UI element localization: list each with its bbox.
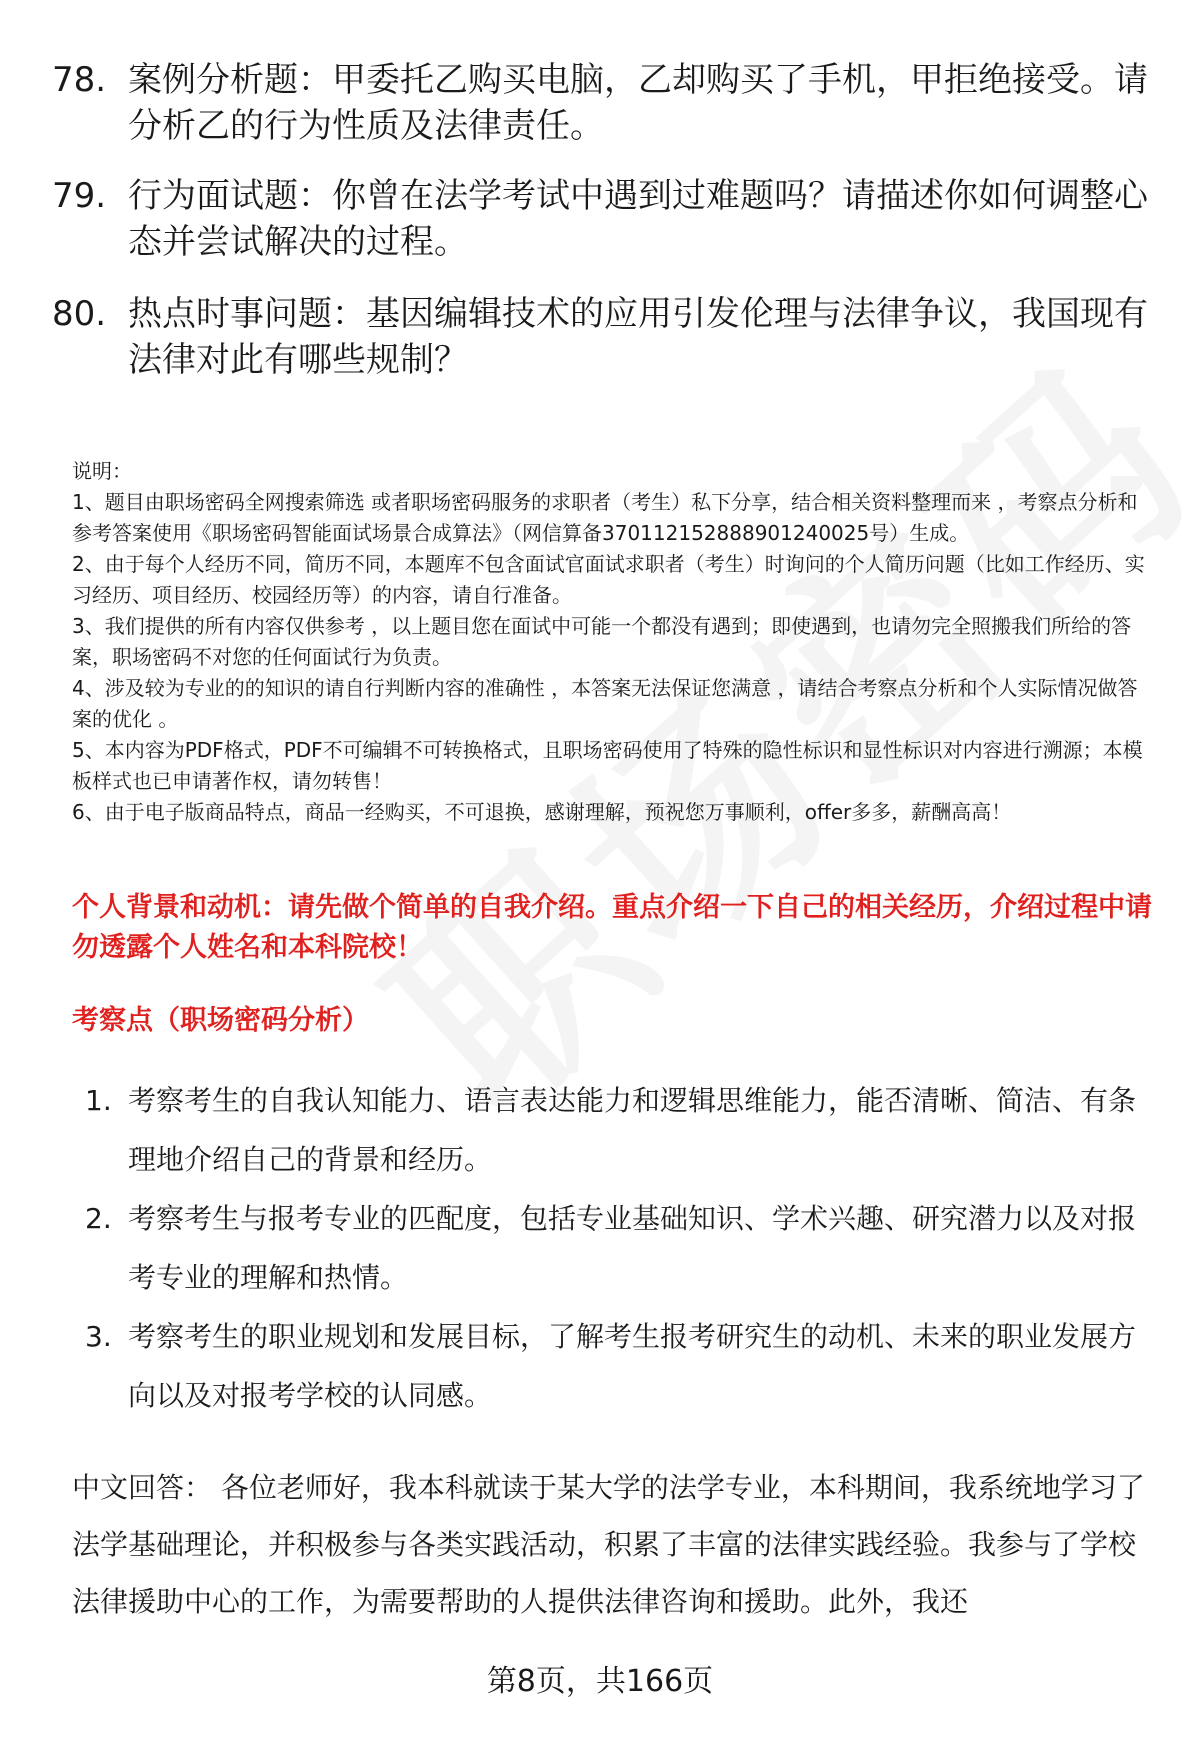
notes-block [72, 456, 1157, 828]
question-number: 80. [52, 294, 107, 334]
question-78 [52, 57, 1152, 149]
page-footer: 第8页，共166页 [486, 1664, 714, 1699]
note-item: 2、由于每个人经历不同，简历不同，本题库不包含面试官面试求职者（考生）时询问的个人简历问题（比如工作经历、实习经历、项目经历、校园经历等）的内容，请自行准备。 [72, 552, 1145, 607]
assessment-list [80, 1071, 1155, 1425]
note-item: 3、我们提供的所有内容仅供参考 ，以上题目您在面试中可能一个都没有遇到；即使遇到，也请勿完全照搬我们所给的答案，职场密码不对您的任何面试行为负责。 [72, 614, 1132, 669]
question-text: 热点时事问题：基因编辑技术的应用引发伦理与法律争议，我国现有法律对此有哪些规制？ [128, 294, 1148, 380]
list-item-number: 3. [85, 1320, 112, 1353]
answer-text: 中文回答： 各位老师好，我本科就读于某大学的法学专业，本科期间，我系统地学习了法学基础理论，并积极参与各类实践活动，积累了丰富的法律实践经验。我参与了学校法律援助中心的工作，为需要帮助的人提供法律咨询和援助。此外，我还 [72, 1471, 1145, 1618]
list-item-text: 考察考生的职业规划和发展目标，了解考生报考研究生的动机、未来的职业发展方向以及对报考学校的认同感。 [128, 1320, 1137, 1412]
question-text: 行为面试题：你曾在法学考试中遇到过难题吗？请描述你如何调整心态并尝试解决的过程。 [128, 176, 1148, 262]
note-item: 1、题目由职场密码全网搜索筛选 或者职场密码服务的求职者（考生）私下分享，结合相关资料整理而来 ，考察点分析和参考答案使用《职场密码智能面试场景合成算法》（网信算备370112152888901240025号）生成。 [72, 490, 1138, 545]
question-number: 78. [52, 60, 107, 100]
list-item-number: 2. [85, 1202, 112, 1235]
note-item: 4、涉及较为专业的的知识的请自行判断内容的准确性 ，本答案无法保证您满意 ，请结合考察点分析和个人实际情况做答案的优化 。 [72, 676, 1138, 731]
note-item: 6、由于电子版商品特点，商品一经购买，不可退换，感谢理解，预祝您万事顺利，offer多多，薪酬高高！ [72, 800, 1012, 824]
list-item [80, 1189, 1155, 1307]
list-item-text: 考察考生与报考专业的匹配度，包括专业基础知识、学术兴趣、研究潜力以及对报考专业的理解和热情。 [128, 1202, 1137, 1294]
question-79 [52, 173, 1152, 265]
note-item: 5、本内容为PDF格式，PDF不可编辑不可转换格式，且职场密码使用了特殊的隐性标识和显性标识对内容进行溯源；本模板样式也已申请著作权，请勿转售！ [72, 738, 1143, 793]
section-question: 个人背景和动机：请先做个简单的自我介绍。重点介绍一下自己的相关经历，介绍过程中请勿透露个人姓名和本科院校！ [72, 892, 1152, 963]
question-number: 79. [52, 176, 107, 216]
list-item [80, 1307, 1155, 1425]
question-80 [52, 291, 1152, 383]
list-item-number: 1. [85, 1084, 112, 1117]
question-text: 案例分析题：甲委托乙购买电脑，乙却购买了手机，甲拒绝接受。请分析乙的行为性质及法律责任。 [128, 60, 1148, 146]
notes-title: 说明： [72, 459, 132, 483]
list-item [80, 1071, 1155, 1189]
list-item-text: 考察考生的自我认知能力、语言表达能力和逻辑思维能力，能否清晰、简洁、有条理地介绍自己的背景和经历。 [128, 1084, 1137, 1176]
assessment-heading: 考察点（职场密码分析） [72, 1005, 369, 1036]
